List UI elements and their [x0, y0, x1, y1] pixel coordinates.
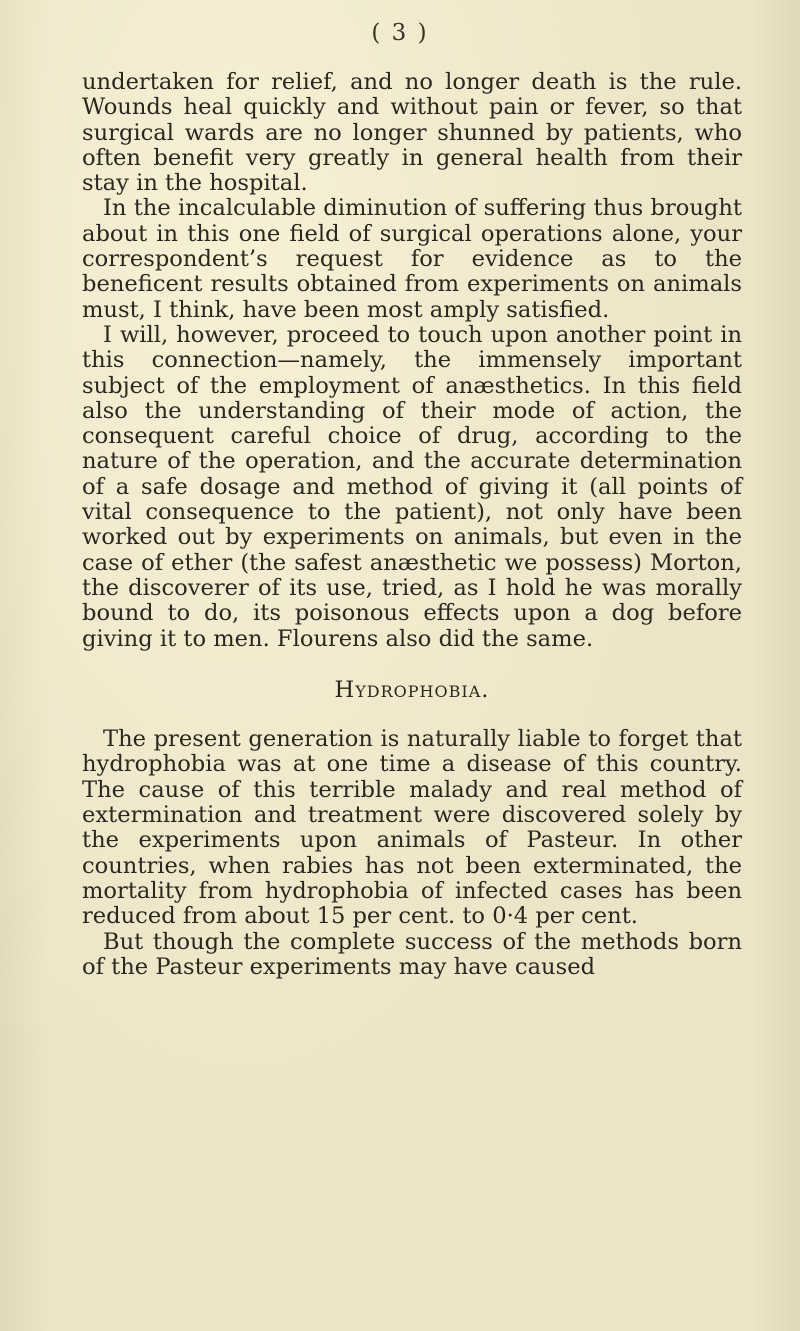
page-number: ( 3 ) — [371, 20, 429, 46]
section-heading — [82, 678, 742, 703]
section-heading-text: Hydrophobia — [334, 676, 482, 703]
paragraph: I will, however, proceed to touch upon another point in this connection—namely, the immensely important subject of the employment of anæsthetics. In this field also the understanding of their mode of action, the consequent careful choice of drug, according to the nature of the operation, and the accurate determination of a safe dosage and method of giving it (all points of vital consequence to the patient), not only have been worked out by experiments on animals, but even in the case of ether (the safest anæsthetic we possess) Morton, the discoverer of its use, tried, as I hold he was morally bound to do, its poisonous effects upon a dog before giving it to men. Flourens also did the same. — [82, 321, 742, 652]
paragraph: But though the complete success of the methods born of the Pasteur experiments may have caused — [82, 928, 742, 980]
paragraph: In the incalculable diminution of suffering thus brought about in this one field of surgical operations alone, your correspondent’s request for evidence as to the beneficent results obtained from experiments on animals must, I think, have been most amply satisfied. — [82, 195, 742, 323]
paragraph-continued: undertaken for relief, and no longer death is the rule. Wounds heal quickly and without pain or fever, so that surgical wards are no longer shunned by patients, who often benefit very greatly in general health from their stay in the hospital. — [82, 69, 742, 197]
section-heading-suffix: . — [481, 676, 490, 703]
paragraph: The present generation is naturally liable to forget that hydrophobia was at one time a disease of this country. The cause of this terrible malady and real method of extermination and treatment were discovered solely by the experiments upon animals of Pasteur. In other countries, when rabies has not been exterminated, the mortality from hydrophobia of infected cases has been reduced from about 15 per cent. to 0·4 per cent. — [82, 726, 742, 930]
body-text — [82, 70, 742, 980]
